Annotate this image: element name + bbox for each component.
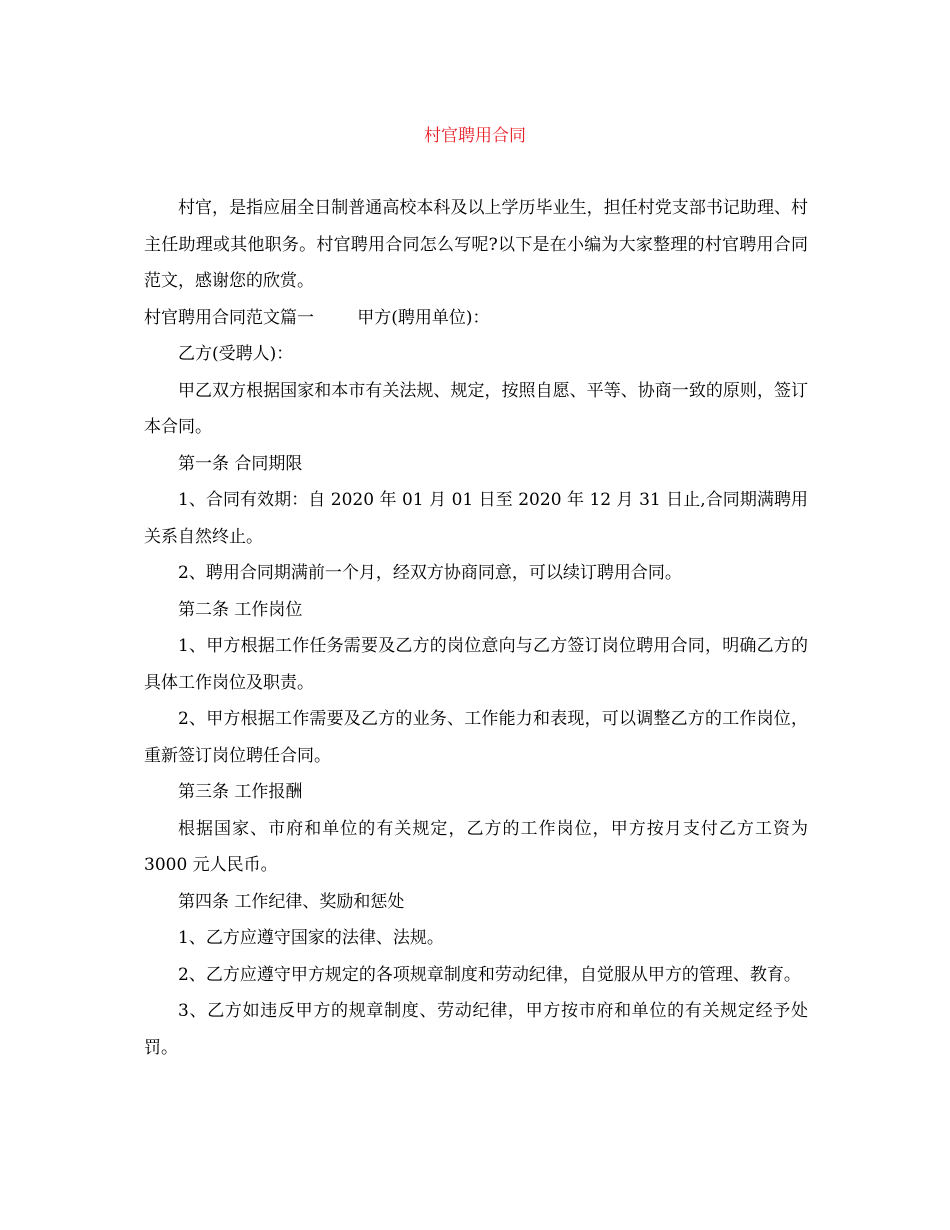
body-paragraph: 第三条 工作报酬	[178, 782, 303, 802]
body-paragraph: 甲乙双方根据国家和本市有关法规、规定，按照自愿、平等、协商一致的原则，签订本合同。	[144, 380, 808, 437]
body-paragraph: 第二条 工作岗位	[178, 599, 303, 620]
body-paragraph: 村官，是指应届全日制普通高校本科及以上学历毕业生，担任村党支部书记助理、村主任助理或其他职务。村官聘用合同怎么写呢?以下是在小编为大家整理的村官聘用合同范文，感谢您的欣赏。	[144, 198, 808, 291]
document-title: 村官聘用合同	[424, 126, 526, 146]
body-paragraph: 1、甲方根据工作任务需要及乙方的岗位意向与乙方签订岗位聘用合同，明确乙方的具体工作岗位及职责。	[144, 636, 808, 693]
body-paragraph: 1、合同有效期：自 2020 年 01 月 01 日至 2020 年 12 月 31 日止,合同期满聘用关系自然终止。	[144, 490, 808, 547]
body-paragraph: 2、甲方根据工作需要及乙方的业务、工作能力和表现，可以调整乙方的工作岗位，重新签订岗位聘任合同。	[144, 709, 808, 766]
body-paragraph: 第四条 工作纪律、奖励和惩处	[178, 891, 405, 912]
body-paragraph: 1、乙方应遵守国家的法律、法规。	[178, 928, 444, 948]
body-paragraph: 第一条 合同期限	[178, 453, 303, 474]
body-paragraph: 村官聘用合同范文篇一 甲方(聘用单位)：	[144, 307, 490, 328]
document-body	[144, 190, 814, 1066]
body-paragraph: 2、聘用合同期满前一个月，经双方协商同意，可以续订聘用合同。	[178, 563, 682, 583]
body-paragraph: 乙方(受聘人)：	[178, 344, 294, 364]
body-paragraph: 根据国家、市府和单位的有关规定，乙方的工作岗位，甲方按月支付乙方工资为 3000 元人民币。	[144, 818, 814, 875]
body-paragraph: 3、乙方如违反甲方的规章制度、劳动纪律，甲方按市府和单位的有关规定经予处罚。	[144, 1001, 808, 1058]
body-paragraph: 2、乙方应遵守甲方规定的各项规章制度和劳动纪律，自觉服从甲方的管理、教育。	[178, 964, 801, 985]
